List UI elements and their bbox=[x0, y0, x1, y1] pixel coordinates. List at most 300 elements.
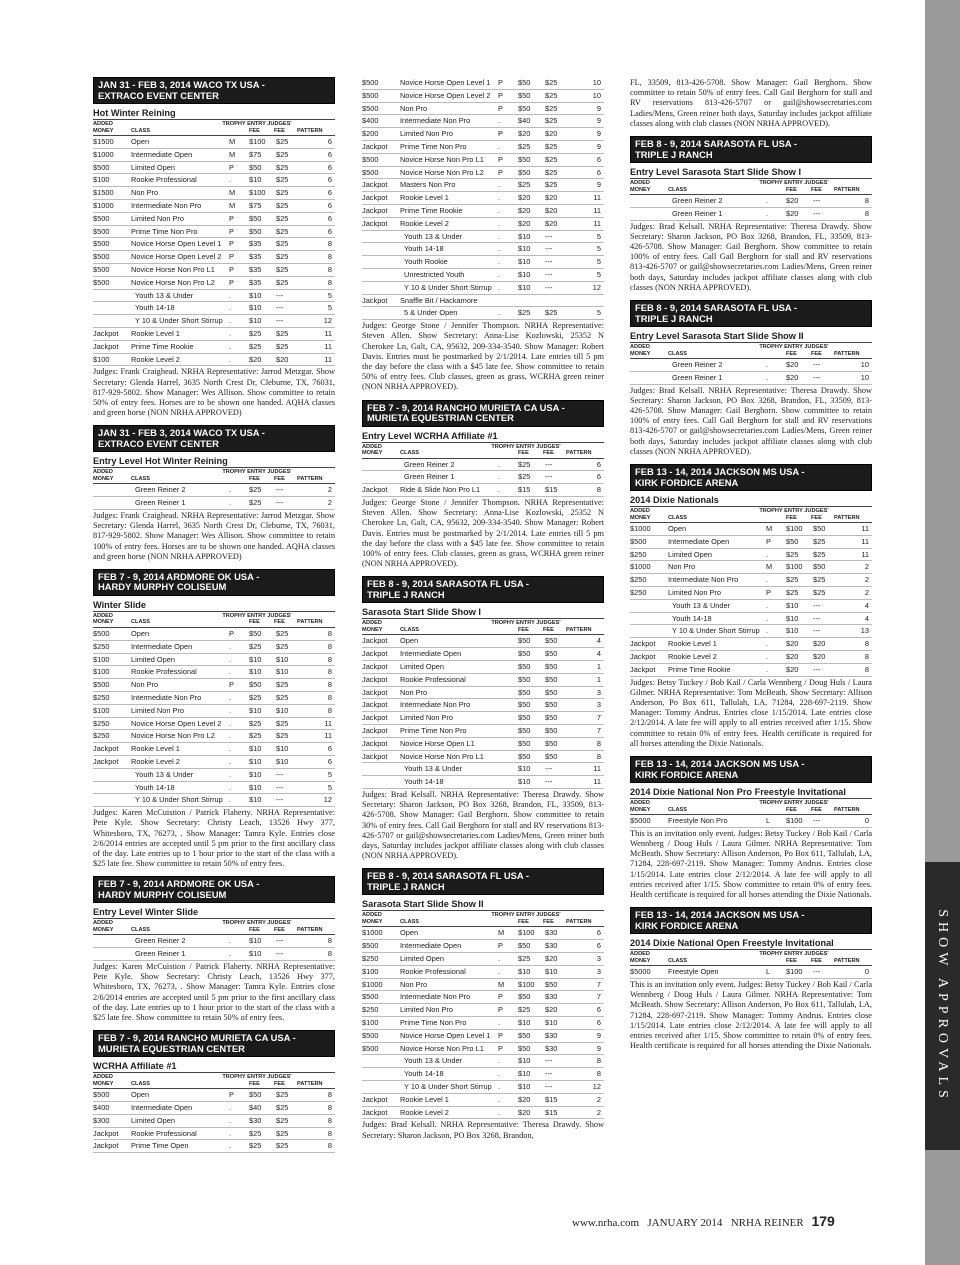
cell-money: Jackpot bbox=[362, 1107, 388, 1117]
cell-class: Novice Horse Non Pro L2 bbox=[400, 167, 484, 177]
cell-designation: M bbox=[229, 200, 236, 210]
header-added: ADDED bbox=[93, 121, 113, 127]
cell-class: Intermediate Non Pro bbox=[400, 700, 471, 710]
cell-pattern: 5 bbox=[596, 308, 601, 318]
cell-designation: . bbox=[766, 208, 769, 218]
header-money: MONEY bbox=[630, 957, 651, 964]
cell-judges-fee: --- bbox=[545, 231, 553, 241]
cell-judges-fee: $10 bbox=[276, 744, 289, 754]
table-row bbox=[362, 103, 604, 116]
show-section bbox=[630, 136, 872, 293]
cell-pattern: 8 bbox=[327, 628, 332, 638]
header-fee2: FEE bbox=[274, 926, 285, 933]
event-title: 2014 Dixie Nationals bbox=[630, 495, 719, 506]
table-row bbox=[362, 763, 604, 776]
show-section bbox=[93, 1030, 335, 1153]
cell-entry-fee: $10 bbox=[249, 949, 262, 959]
cell-class: Intermediate Open bbox=[131, 149, 193, 159]
cell-class: Prime Time Non Pro bbox=[400, 141, 467, 151]
cell-designation: M bbox=[229, 137, 236, 146]
cell-money: $1000 bbox=[630, 524, 651, 534]
table-row bbox=[362, 218, 604, 231]
cell-designation: . bbox=[229, 498, 232, 508]
show-details: Judges: Karen McCuistion / Patrick Flaherty. NRHA Representative: Pete Kyle. Show Secretary: Christy Leach, 13526 Hwy 377, Whitesboro, TX, 76273, . Show Manager: Tamra Kyle. Entries close 2/6/2014 entries are accepted until 5 pm prior to the first ancillary class of the day. Late entries up to 1 hour prior to the start of the class with a $25 late fee. Show committee to retain 50% of entry fees. bbox=[93, 808, 335, 869]
cell-entry-fee: $10 bbox=[518, 1056, 531, 1066]
cell-entry-fee: $25 bbox=[786, 588, 799, 598]
cell-entry-fee: $100 bbox=[786, 562, 803, 572]
show-banner-line: MURIETA EQUESTRIAN CENTER bbox=[367, 412, 514, 424]
table-row bbox=[630, 561, 872, 574]
cell-class: Non Pro bbox=[131, 680, 159, 690]
cell-judges-fee: $15 bbox=[545, 485, 558, 495]
cell-money: Jackpot bbox=[362, 218, 388, 228]
cell-entry-fee: $25 bbox=[249, 731, 262, 741]
cell-money: $250 bbox=[630, 588, 647, 598]
table-row bbox=[93, 136, 335, 149]
cell-pattern: 12 bbox=[592, 1081, 601, 1091]
cell-judges-fee: $25 bbox=[276, 200, 289, 210]
cell-judges-fee: --- bbox=[545, 244, 553, 254]
column-2 bbox=[362, 77, 604, 1148]
show-banner-line: FEB 13 - 14, 2014 JACKSON MS USA - bbox=[635, 909, 805, 921]
cell-pattern: 10 bbox=[860, 360, 869, 370]
cell-pattern: 13 bbox=[860, 626, 869, 636]
cell-pattern: 5 bbox=[596, 269, 601, 279]
show-banner-line: KIRK FORDICE ARENA bbox=[635, 768, 739, 780]
cell-class: Rookie Level 2 bbox=[668, 652, 717, 662]
cell-entry-fee: $20 bbox=[249, 354, 262, 364]
cell-entry-fee: $25 bbox=[786, 575, 799, 585]
cell-money: $500 bbox=[93, 680, 110, 690]
cell-pattern: 10 bbox=[860, 372, 869, 382]
cell-entry-fee: $25 bbox=[518, 180, 531, 190]
cell-entry-fee: $50 bbox=[518, 649, 531, 659]
cell-entry-fee: $50 bbox=[518, 1043, 531, 1053]
cell-entry-fee: $10 bbox=[518, 244, 531, 254]
header-fee2: FEE bbox=[811, 957, 822, 964]
event-title: Winter Slide bbox=[93, 599, 147, 610]
cell-class: Masters Non Pro bbox=[400, 180, 456, 190]
cell-pattern: 9 bbox=[596, 116, 601, 126]
cell-class: Rookie Level 2 bbox=[400, 218, 449, 228]
table-row bbox=[630, 574, 872, 587]
cell-money: $500 bbox=[362, 1043, 379, 1053]
cell-pattern: 3 bbox=[596, 700, 601, 710]
cell-designation: . bbox=[498, 485, 501, 495]
cell-class: Freestyle Open bbox=[668, 967, 719, 977]
cell-pattern: 8 bbox=[327, 692, 332, 702]
cell-money: $1500 bbox=[93, 188, 114, 198]
table-row bbox=[630, 625, 872, 638]
show-section bbox=[93, 569, 335, 869]
show-section bbox=[630, 78, 872, 129]
cell-designation: P bbox=[229, 213, 234, 223]
cell-entry-fee: $100 bbox=[786, 816, 803, 826]
cell-pattern: 8 bbox=[327, 936, 332, 946]
table-header bbox=[362, 910, 604, 927]
cell-pattern: 11 bbox=[861, 524, 869, 534]
cell-judges-fee: $25 bbox=[545, 78, 558, 87]
cell-entry-fee: $20 bbox=[786, 196, 799, 206]
cell-entry-fee: $10 bbox=[518, 1081, 531, 1091]
cell-judges-fee: $50 bbox=[545, 700, 558, 710]
cell-pattern: 0 bbox=[864, 816, 869, 826]
header-trophy: TROPHY ENTRY JUDGES' bbox=[759, 180, 829, 187]
cell-designation: . bbox=[498, 1094, 501, 1104]
cell-entry-fee: $100 bbox=[249, 188, 266, 198]
cell-pattern: 0 bbox=[864, 967, 869, 977]
show-banner-line: FEB 13 - 14, 2014 JACKSON MS USA - bbox=[635, 758, 805, 770]
cell-class: Y 10 & Under Short Stirrup bbox=[672, 626, 760, 636]
cell-designation: M bbox=[766, 524, 773, 534]
header-fee2: FEE bbox=[811, 186, 822, 193]
cell-class: Green Reiner 2 bbox=[672, 360, 723, 370]
table-row bbox=[362, 687, 604, 700]
header-trophy: TROPHY ENTRY JUDGES' bbox=[491, 620, 561, 627]
cell-class: Youth 13 & Under bbox=[404, 231, 463, 241]
table-row bbox=[93, 692, 335, 705]
cell-pattern: 6 bbox=[327, 149, 332, 159]
cell-pattern: 2 bbox=[327, 498, 332, 508]
cell-class: Intermediate Non Pro bbox=[668, 575, 739, 585]
header-trophy: TROPHY ENTRY JUDGES' bbox=[759, 800, 829, 807]
cell-pattern: 8 bbox=[864, 664, 869, 674]
table-row bbox=[362, 725, 604, 738]
cell-pattern: 1 bbox=[596, 661, 601, 671]
table-row bbox=[93, 948, 335, 961]
cell-money: $500 bbox=[93, 264, 110, 274]
cell-class: Limited Non Pro bbox=[400, 1005, 453, 1015]
cell-designation: . bbox=[766, 575, 769, 585]
cell-designation: . bbox=[229, 654, 232, 664]
cell-entry-fee: $30 bbox=[249, 1115, 262, 1125]
header-trophy: TROPHY ENTRY JUDGES' bbox=[759, 951, 829, 958]
cell-money: Jackpot bbox=[93, 328, 119, 338]
header-fee2: FEE bbox=[274, 1080, 285, 1087]
cell-entry-fee: $50 bbox=[518, 78, 531, 87]
table-row bbox=[93, 302, 335, 315]
table-row bbox=[93, 315, 335, 328]
cell-class: Novice Horse Open Level 2 bbox=[131, 252, 222, 262]
cell-designation: P bbox=[498, 103, 503, 113]
header-money: MONEY bbox=[630, 350, 651, 357]
show-details: Judges: Betsy Tuckey / Bob Kail / Carla Wennberg / Doug Huls / Laura Gilmer. NRHA Representative: Tom McBeath. Show Secretary: Allison Anderson, Po Box 611, Tallulah, LA, 71284, 228-697-2119. Show Manager: Tommy Andrus. Entries close 1/15/2014. Late entries close 2/12/2014. A late fee will apply to all entries received after 1/15. Show committee to retain 0% of entry fees. Health certificate is required for all horses attending the Dixie Nationals. bbox=[630, 677, 872, 748]
cell-money: Jackpot bbox=[630, 664, 656, 674]
table-row bbox=[630, 372, 872, 385]
cell-judges-fee: $25 bbox=[276, 1115, 289, 1125]
cell-entry-fee: $15 bbox=[518, 485, 531, 495]
cell-judges-fee: --- bbox=[813, 816, 821, 826]
cell-judges-fee: $20 bbox=[813, 639, 826, 649]
cell-judges-fee: $25 bbox=[813, 588, 826, 598]
cell-designation: M bbox=[498, 928, 505, 938]
table-row bbox=[362, 712, 604, 725]
cell-class: Ride & Slide Non Pro L1 bbox=[400, 485, 481, 495]
cell-class: Limited Non Pro bbox=[400, 129, 453, 139]
cell-judges-fee: --- bbox=[276, 936, 284, 946]
cell-money: $500 bbox=[362, 90, 379, 100]
cell-class: Freestyle Non Pro bbox=[668, 816, 728, 826]
show-details: Judges: George Stone / Jennifer Thompson. NRHA Representative: Steven Allen. Show Secretary: Anna-Lise Kozlowski, 25352 N Cherokee Ln, Galt, CA, 95632, 209-334-3540. Show Manager: Robert Davis. Entries must be postmarked by 2/1/2014. Late entries till 5 pm the day before the class with a $45 late fee. Show committee to retain 50% of entry fees. Club classes, green as grass, WCRHA green reiner (NON NRHA APPROVED). bbox=[362, 321, 604, 392]
header-money: MONEY bbox=[630, 186, 651, 193]
cell-entry-fee: $20 bbox=[786, 652, 799, 662]
cell-designation: P bbox=[229, 162, 234, 172]
table-row bbox=[630, 359, 872, 372]
show-banner-line: FEB 8 - 9, 2014 SARASOTA FL USA - bbox=[367, 870, 530, 882]
cell-class: Novice Horse Open Level 1 bbox=[400, 1030, 491, 1040]
table-row bbox=[362, 90, 604, 103]
cell-pattern: 5 bbox=[327, 782, 332, 792]
table-row bbox=[93, 187, 335, 200]
cell-judges-fee: $10 bbox=[545, 966, 558, 976]
header-fee2: FEE bbox=[811, 350, 822, 357]
header-class: CLASS bbox=[400, 450, 419, 457]
cell-pattern: 8 bbox=[864, 639, 869, 649]
cell-class: Non Pro bbox=[400, 979, 428, 989]
cell-entry-fee: $50 bbox=[518, 90, 531, 100]
cell-class: Y 10 & Under Short Stirrup bbox=[404, 282, 492, 292]
cell-money: $500 bbox=[362, 103, 379, 113]
cell-entry-fee: $10 bbox=[518, 777, 531, 787]
cell-pattern: 11 bbox=[324, 341, 332, 351]
cell-pattern: 7 bbox=[596, 992, 601, 1002]
cell-money: Jackpot bbox=[630, 639, 656, 649]
header-fee: FEE bbox=[249, 619, 260, 626]
cell-pattern: 8 bbox=[327, 264, 332, 274]
cell-judges-fee: $50 bbox=[545, 649, 558, 659]
cell-entry-fee: $50 bbox=[518, 738, 531, 748]
cell-entry-fee: $25 bbox=[249, 692, 262, 702]
show-banner-line: FEB 8 - 9, 2014 SARASOTA FL USA - bbox=[635, 138, 798, 150]
table-row bbox=[93, 718, 335, 731]
cell-pattern: 11 bbox=[593, 764, 601, 774]
header-fee: FEE bbox=[249, 1080, 260, 1087]
cell-judges-fee: $30 bbox=[545, 928, 558, 938]
cell-judges-fee: $30 bbox=[545, 1030, 558, 1040]
cell-class: Green Reiner 1 bbox=[135, 949, 186, 959]
cell-judges-fee: --- bbox=[276, 290, 284, 300]
show-details: Judges: George Stone / Jennifer Thompson. NRHA Representative: Steven Allen. Show Secretary: Anna-Lise Kozlowski, 25352 N Cherokee Ln, Galt, CA, 95632, 209-334-3540. Show Manager: Robert Davis. Entries must be postmarked by 2/1/2014. Late entries till 5 pm the day before the class with a $45 late fee. Show committee to retain 100% of entry fees. Club classes, green as grass, WCRHA green reiner (NON NRHA APPROVED). bbox=[362, 497, 604, 569]
cell-judges-fee: $50 bbox=[545, 674, 558, 684]
cell-designation: . bbox=[229, 328, 232, 338]
table-row bbox=[93, 341, 335, 354]
event-title: Hot Winter Reining bbox=[93, 108, 176, 118]
cell-class: Youth 14-18 bbox=[404, 244, 444, 254]
cell-money: $500 bbox=[362, 78, 379, 87]
table-row bbox=[93, 730, 335, 743]
cell-class: Rookie Professional bbox=[131, 1128, 197, 1138]
table-row bbox=[93, 238, 335, 251]
table-row bbox=[630, 587, 872, 600]
header-class: CLASS bbox=[668, 957, 687, 964]
show-banner-line: KIRK FORDICE ARENA bbox=[635, 476, 739, 488]
header-added: ADDED bbox=[93, 612, 113, 619]
table-row bbox=[93, 782, 335, 795]
cell-designation: P bbox=[498, 1005, 503, 1015]
cell-designation: . bbox=[229, 731, 232, 741]
cell-pattern: 8 bbox=[327, 1102, 332, 1112]
cell-money: $400 bbox=[93, 1102, 110, 1112]
header-added: ADDED bbox=[362, 443, 382, 450]
cell-entry-fee: $50 bbox=[518, 992, 531, 1002]
table-row bbox=[362, 179, 604, 192]
cell-designation: . bbox=[498, 1017, 501, 1027]
cell-judges-fee: --- bbox=[545, 459, 553, 469]
side-edge-bar bbox=[925, 0, 960, 1265]
cell-judges-fee: $20 bbox=[545, 193, 558, 203]
cell-class: Youth 13 & Under bbox=[404, 1056, 463, 1066]
cell-designation: . bbox=[229, 1115, 232, 1125]
cell-designation: P bbox=[498, 992, 503, 1002]
cell-class: Novice Horse Non Pro L1 bbox=[131, 264, 215, 274]
cell-class: Prime Time Open bbox=[131, 1141, 189, 1151]
event-title: Entry Level Sarasota Start Slide Show I bbox=[630, 167, 802, 178]
cell-money: Jackpot bbox=[362, 141, 388, 151]
table-row bbox=[93, 769, 335, 782]
table-row bbox=[630, 523, 872, 536]
table-row bbox=[93, 328, 335, 341]
table-row bbox=[630, 549, 872, 562]
cell-entry-fee: $10 bbox=[249, 744, 262, 754]
cell-pattern: 8 bbox=[327, 705, 332, 715]
header-class: CLASS bbox=[131, 619, 150, 626]
cell-judges-fee: --- bbox=[813, 613, 821, 623]
table-row bbox=[93, 149, 335, 162]
cell-entry-fee: $75 bbox=[249, 200, 262, 210]
cell-class: Prime Time Rookie bbox=[400, 205, 463, 215]
table-header bbox=[93, 467, 335, 484]
header-class: CLASS bbox=[400, 918, 419, 925]
cell-pattern: 7 bbox=[596, 713, 601, 723]
cell-pattern: 11 bbox=[861, 549, 869, 559]
cell-money: Jackpot bbox=[362, 674, 388, 684]
show-section bbox=[93, 77, 335, 418]
cell-entry-fee: $25 bbox=[518, 141, 531, 151]
cell-pattern: 9 bbox=[596, 1030, 601, 1040]
cell-money: $500 bbox=[630, 536, 647, 546]
show-banner bbox=[362, 400, 604, 427]
cell-judges-fee: $25 bbox=[545, 308, 558, 318]
cell-judges-fee: $20 bbox=[276, 354, 289, 364]
table-row bbox=[630, 613, 872, 626]
table-row bbox=[93, 641, 335, 654]
table-row bbox=[362, 738, 604, 751]
cell-class: Limited Non Pro bbox=[131, 705, 184, 715]
cell-pattern: 11 bbox=[593, 205, 601, 215]
cell-pattern: 6 bbox=[596, 472, 601, 482]
cell-designation: . bbox=[498, 1056, 501, 1066]
cell-entry-fee: $50 bbox=[249, 226, 262, 236]
cell-designation: P bbox=[229, 1090, 234, 1100]
cell-pattern: 8 bbox=[327, 1115, 332, 1125]
show-section bbox=[93, 876, 335, 1023]
cell-money: $1500 bbox=[93, 137, 114, 146]
header-fee: FEE bbox=[249, 926, 260, 933]
table-row bbox=[93, 264, 335, 277]
cell-entry-fee: $20 bbox=[786, 639, 799, 649]
table-row bbox=[93, 290, 335, 303]
table-row bbox=[630, 815, 872, 828]
cell-money: $100 bbox=[93, 667, 110, 677]
show-section bbox=[93, 425, 335, 562]
cell-judges-fee: $25 bbox=[276, 718, 289, 728]
cell-pattern: 9 bbox=[596, 129, 601, 139]
cell-pattern: 11 bbox=[593, 193, 601, 203]
cell-pattern: 3 bbox=[596, 966, 601, 976]
header-added: ADDED bbox=[630, 344, 650, 351]
show-banner-line: FEB 8 - 9, 2014 SARASOTA FL USA - bbox=[367, 578, 530, 590]
cell-judges-fee: $25 bbox=[276, 239, 289, 249]
table-row bbox=[362, 1094, 604, 1107]
cell-class: Youth 13 & Under bbox=[135, 769, 194, 779]
cell-entry-fee: $10 bbox=[249, 756, 262, 766]
cell-money: $500 bbox=[362, 992, 379, 1002]
show-banner-line: FEB 7 - 9, 2014 RANCHO MURIETA CA USA - bbox=[367, 401, 565, 413]
cell-designation: . bbox=[229, 1141, 232, 1151]
cell-entry-fee: $10 bbox=[518, 1017, 531, 1027]
cell-judges-fee: $25 bbox=[545, 154, 558, 164]
cell-designation: . bbox=[766, 652, 769, 662]
table-row bbox=[93, 1115, 335, 1128]
cell-pattern: 5 bbox=[327, 303, 332, 313]
header-fee: FEE bbox=[249, 127, 260, 134]
cell-class: Intermediate Open bbox=[400, 649, 462, 659]
cell-judges-fee: $50 bbox=[545, 713, 558, 723]
cell-designation: . bbox=[229, 936, 232, 946]
show-details: Judges: Brad Kelsall. NRHA Representative: Theresa Drawdy. Show Secretary: Sharon Jackson, PO Box 3268, Brandon, FL, 33509, 813-426-5708. Show Manager: Gail Berghorn. Show committee to retain 100% of entry fees. Call Gail Berghorn for stall and RV reservations 813-426-5707 or gail@showsecretaries.com Ladies/Mens, Green reiner both days, Saturday includes jackpot affiliate classes along with club classes (NON NRHA APPROVED). bbox=[630, 221, 872, 292]
cell-class: Green Reiner 1 bbox=[672, 372, 723, 382]
header-class: CLASS bbox=[668, 514, 687, 521]
show-banner-line: TRIPLE J RANCH bbox=[635, 312, 713, 324]
cell-entry-fee: $50 bbox=[518, 751, 531, 761]
table-header bbox=[93, 1072, 335, 1089]
cell-pattern: 11 bbox=[324, 354, 332, 364]
header-money: MONEY bbox=[93, 926, 114, 933]
page-number: 179 bbox=[811, 1213, 835, 1229]
header-money: MONEY bbox=[93, 127, 114, 134]
cell-pattern: 8 bbox=[596, 485, 601, 495]
cell-designation: . bbox=[229, 795, 232, 805]
cell-class: Youth 14-18 bbox=[135, 782, 175, 792]
cell-class: Prime Time Non Pro bbox=[400, 1017, 467, 1027]
cell-judges-fee: $20 bbox=[545, 218, 558, 228]
table-row bbox=[93, 200, 335, 213]
table-row bbox=[362, 282, 604, 295]
cell-designation: M bbox=[229, 149, 236, 159]
table-row bbox=[362, 635, 604, 648]
table-row bbox=[362, 776, 604, 789]
cell-entry-fee: $25 bbox=[518, 1005, 531, 1015]
table-row bbox=[362, 1004, 604, 1017]
cell-designation: M bbox=[498, 979, 505, 989]
header-money: MONEY bbox=[93, 1080, 114, 1087]
cell-class: Youth 14-18 bbox=[404, 1069, 444, 1079]
show-banner-line: TRIPLE J RANCH bbox=[367, 588, 445, 600]
show-banner-line: MURIETA EQUESTRIAN CENTER bbox=[98, 1042, 245, 1054]
cell-entry-fee: $50 bbox=[518, 687, 531, 697]
show-banner-line: JAN 31 - FEB 3, 2014 WACO TX USA - bbox=[98, 427, 265, 439]
cell-class: Green Reiner 2 bbox=[672, 196, 723, 206]
header-pattern: PATTERN bbox=[297, 127, 323, 134]
cell-entry-fee: $20 bbox=[786, 372, 799, 382]
cell-judges-fee: $25 bbox=[276, 692, 289, 702]
cell-pattern: 7 bbox=[596, 725, 601, 735]
cell-pattern: 9 bbox=[596, 141, 601, 151]
table-header bbox=[630, 949, 872, 966]
header-fee2: FEE bbox=[543, 918, 554, 925]
cell-judges-fee: --- bbox=[276, 769, 284, 779]
cell-class: Limited Non Pro bbox=[668, 588, 721, 598]
